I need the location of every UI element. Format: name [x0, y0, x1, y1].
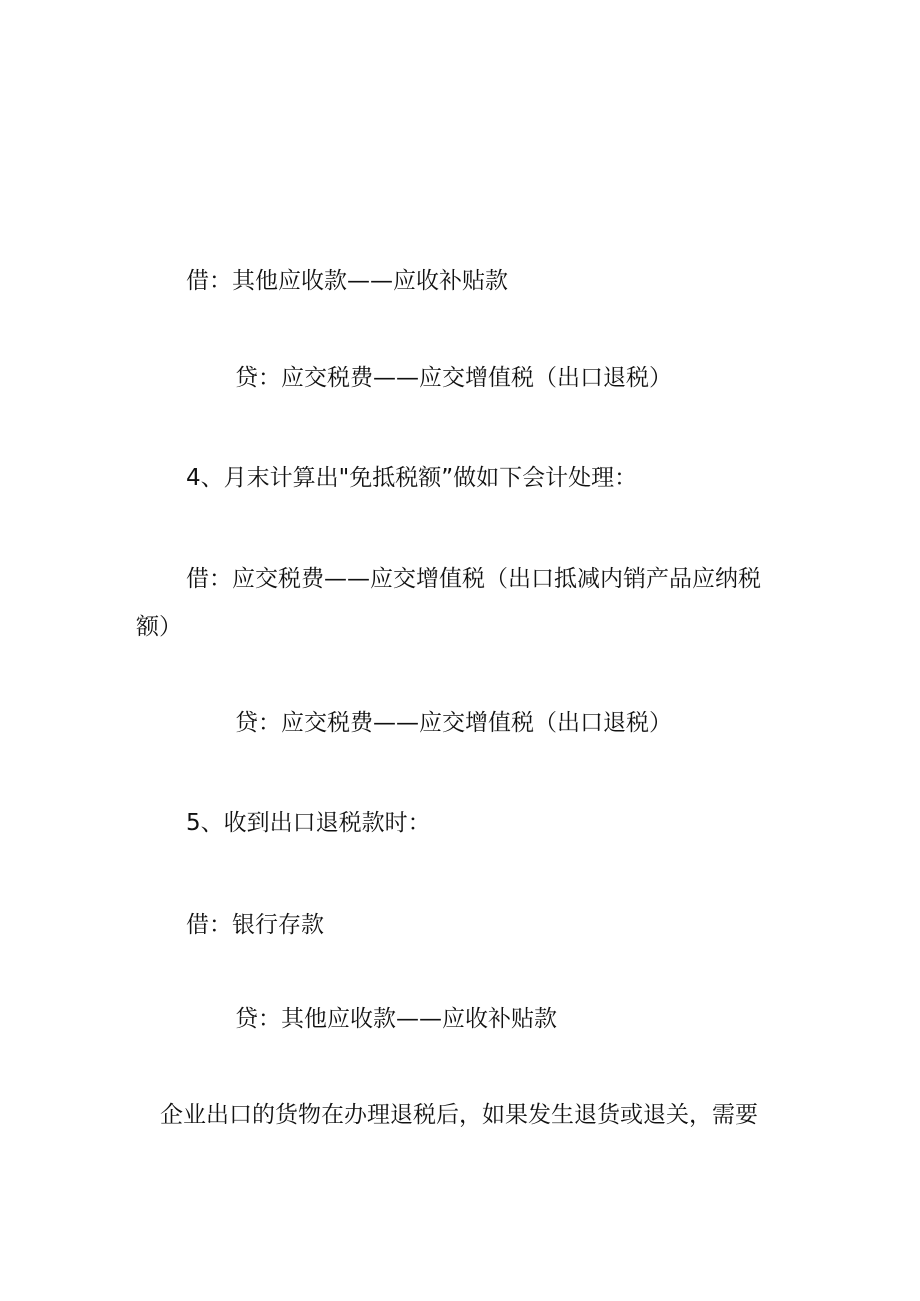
- debit-bank-deposit-line: 借：银行存款: [186, 912, 324, 938]
- paragraph-return-goods: 企业出口的货物在办理退税后，如果发生退货或退关，需要: [160, 1102, 758, 1128]
- credit-export-refund-line: 贷：应交税费——应交增值税（出口退税）: [235, 365, 672, 391]
- step-5-heading: 5、收到出口退税款时：: [186, 810, 431, 836]
- step-4-heading: 4、月末计算出"免抵税额”做如下会计处理：: [186, 465, 638, 491]
- credit-export-refund-line-2: 贷：应交税费——应交增值税（出口退税）: [235, 710, 672, 736]
- debit-tax-offset-paragraph: 借：应交税费——应交增值税（出口抵减内销产品应纳税额）: [136, 566, 761, 640]
- credit-other-receivables-line: 贷：其他应收款——应收补贴款: [235, 1006, 557, 1032]
- debit-other-receivables-line: 借：其他应收款——应收补贴款: [186, 268, 508, 294]
